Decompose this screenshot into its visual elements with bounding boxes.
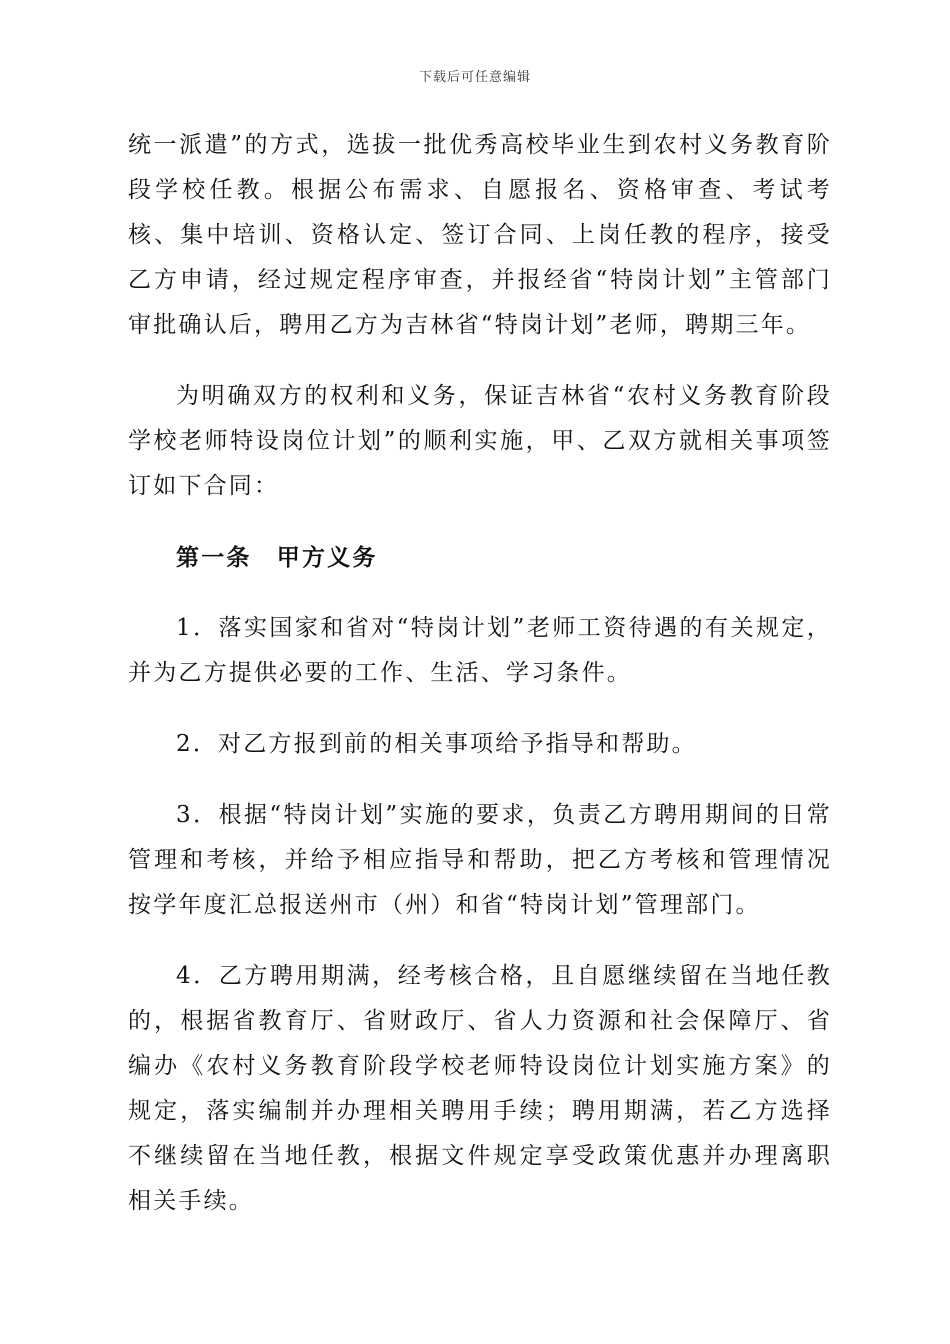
paragraph-intro: 为明确双方的权利和义务，保证吉林省“农村义务教育阶段学校老师特设岗位计划”的顺利实施，甲、乙双方就相关事项签订如下合同：	[128, 383, 832, 499]
clause-2: 2．对乙方报到前的相关事项给予指导和帮助。	[176, 731, 697, 757]
page-header: 下载后可任意编辑	[418, 70, 531, 85]
clause-3: 3．根据“特岗计划”实施的要求，负责乙方聘用期间的日常管理和考核，并给予相应指导和帮助，把乙方考核和管理情况按学年度汇总报送州市（州）和省“特岗计划”管理部门。	[128, 802, 832, 918]
paragraph-continued: 统一派遣”的方式，选拔一批优秀高校毕业生到农村义务教育阶段学校任教。根据公布需求、自愿报名、资格审查、考试考核、集中培训、资格认定、签订合同、上岗任教的程序，接受乙方申请，经过规定程序审查，并报经省“特岗计划”主管部门审批确认后，聘用乙方为吉林省“特岗计划”老师，聘期三年。	[128, 132, 832, 338]
document-body	[128, 123, 832, 1250]
clause-4: 4．乙方聘用期满，经考核合格，且自愿继续留在当地任教的，根据省教育厅、省财政厅、省人力资源和社会保障厅、省编办《农村义务教育阶段学校老师特设岗位计划实施方案》的规定，落实编制并办理相关聘用手续；聘用期满，若乙方选择不继续留在当地任教，根据文件规定享受政策优惠并办理离职相关手续。	[128, 963, 832, 1214]
clause-1: 1．落实国家和省对“特岗计划”老师工资待遇的有关规定，并为乙方提供必要的工作、生活、学习条件。	[128, 615, 832, 686]
section-heading: 第一条 甲方义务	[176, 544, 378, 571]
